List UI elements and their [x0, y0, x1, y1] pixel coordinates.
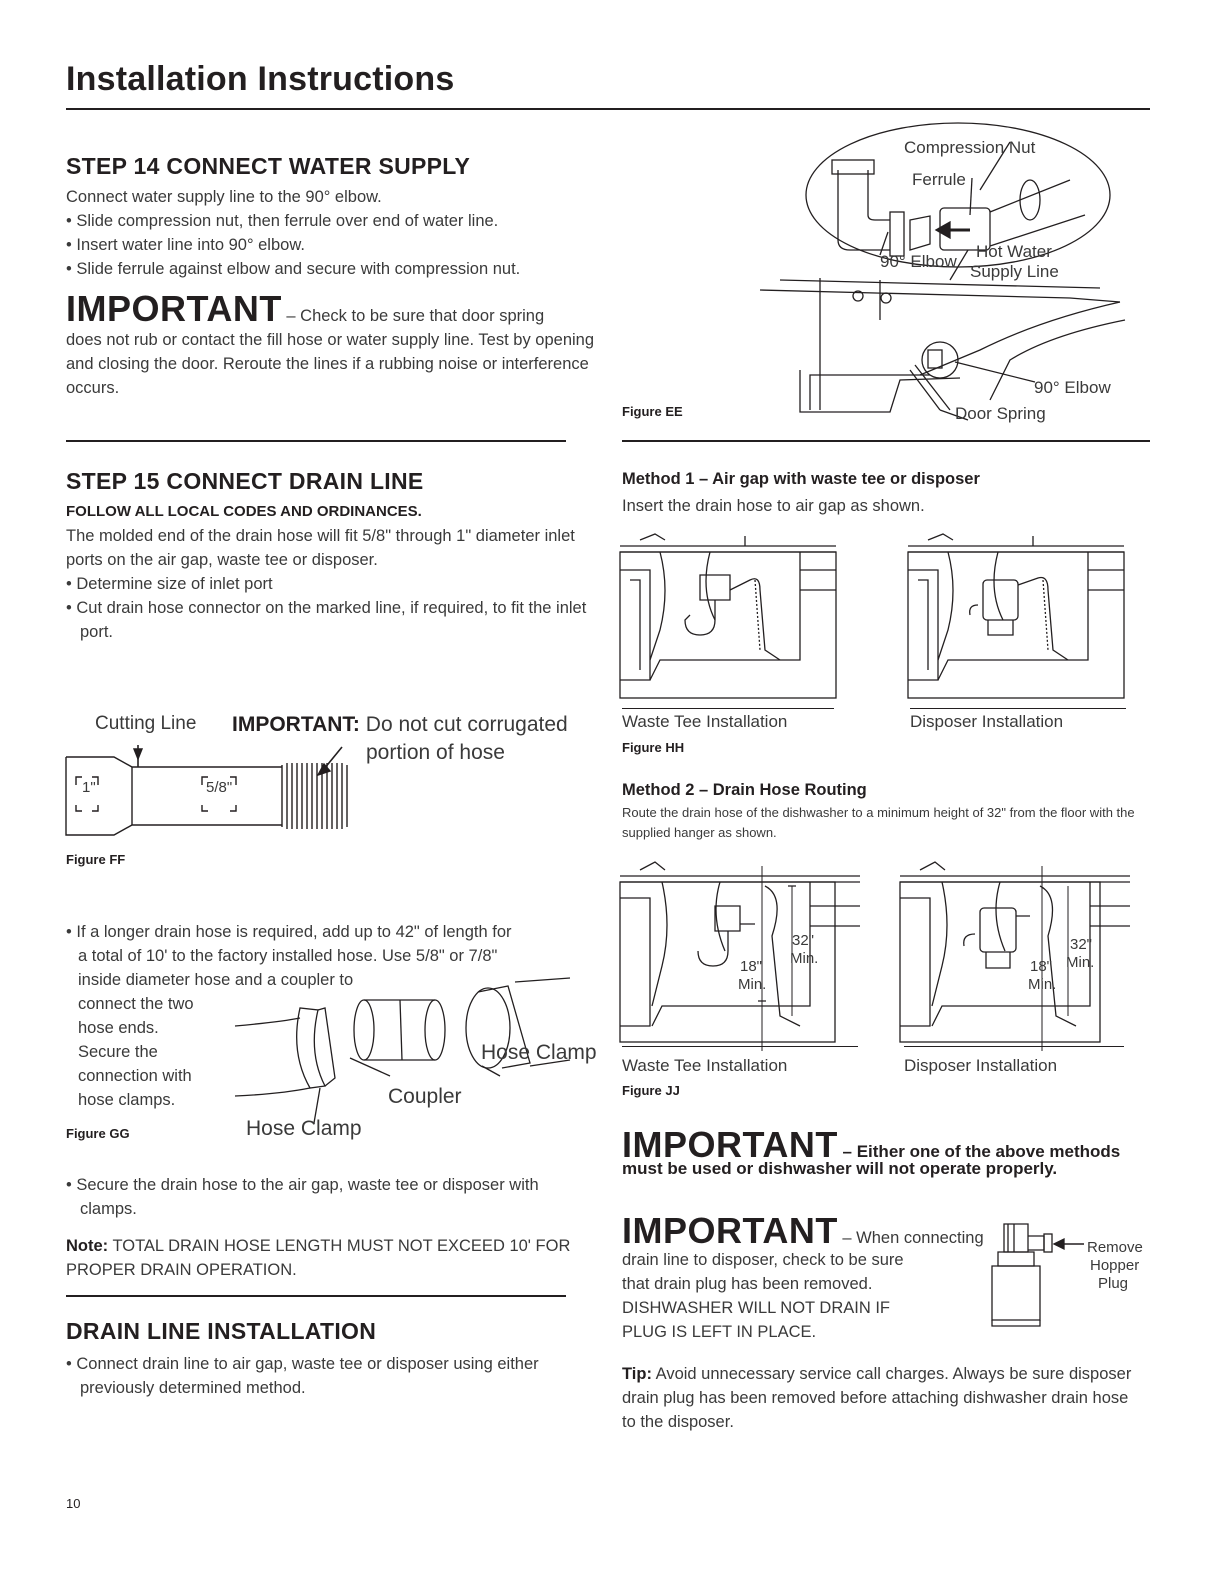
divider-left-1 — [66, 440, 566, 442]
gg-line: connection with — [78, 1067, 192, 1085]
figure-hh-caption: Figure HH — [622, 740, 685, 755]
important-methods-text: – Either one of the above methods — [837, 1142, 1121, 1161]
plug-line: drain line to disposer, check to be sure — [622, 1251, 904, 1269]
method1-heading: Method 1 – Air gap with waste tee or disposer — [622, 470, 980, 488]
important-plug-body — [622, 1248, 982, 1344]
jj-left-label: Waste Tee Installation — [622, 1056, 788, 1075]
jj-left-dim-18: 18" — [740, 958, 763, 975]
important-word: IMPORTANT — [66, 288, 282, 329]
important-methods-word: IMPORTANT — [622, 1124, 838, 1165]
tip-label: Tip: — [622, 1365, 652, 1383]
hopper-label: Hopper — [1090, 1257, 1140, 1274]
step14-important — [66, 288, 596, 400]
figure-ff-caption: Figure FF — [66, 852, 126, 867]
figure-jj-disposer — [900, 856, 1130, 1056]
hh-left-rule — [622, 708, 834, 709]
jj-right-dim-32: 32" — [1070, 936, 1093, 953]
figure-hh-disposer — [908, 530, 1128, 710]
jj-left-dim-32: 32" — [792, 932, 815, 949]
important-plug-lead: – When connecting — [837, 1229, 984, 1247]
gg-line: • If a longer drain hose is required, add up to 42" of length for — [66, 923, 512, 941]
gg-line: connect the two — [78, 995, 194, 1013]
step14-bullet: • Slide ferrule against elbow and secure with compression nut. — [66, 260, 521, 278]
ff-important — [232, 713, 568, 737]
drain-install-body — [66, 1352, 566, 1400]
jj-left-rule — [622, 1046, 858, 1047]
drain-install-heading: DRAIN LINE INSTALLATION — [66, 1318, 377, 1344]
step15-bullet: • Determine size of inlet port — [66, 575, 273, 593]
gg-line: inside diameter hose and a coupler to — [78, 971, 354, 989]
cutting-line-label: Cutting Line — [95, 713, 197, 734]
gg-line: hose clamps. — [78, 1091, 176, 1109]
figure-jj-caption: Figure JJ — [622, 1083, 680, 1098]
jj-right-dim-18: 18" — [1030, 958, 1053, 975]
step14-intro: Connect water supply line to the 90° elbow. — [66, 188, 382, 206]
step15-intro: The molded end of the drain hose will fit 5/8" through 1" diameter inlet ports on the air gap, waste tee or disposer. — [66, 527, 575, 569]
size-1-label: 1" — [82, 779, 96, 796]
page-number: 10 — [66, 1496, 81, 1511]
label-compression-nut: Compression Nut — [904, 138, 1036, 157]
step15-subheading: FOLLOW ALL LOCAL CODES AND ORDINANCES. — [66, 503, 422, 520]
note — [66, 1234, 596, 1282]
tip — [622, 1362, 1132, 1434]
jj-right-label: Disposer Installation — [904, 1056, 1058, 1075]
gg-line: Secure the — [78, 1043, 158, 1061]
jj-right-dim-32-min: Min. — [1066, 954, 1095, 971]
figure-gg-caption: Figure GG — [66, 1126, 130, 1141]
label-door-spring: Door Spring — [955, 404, 1046, 423]
step15-heading: STEP 15 CONNECT DRAIN LINE — [66, 468, 424, 494]
important-text: does not rub or contact the fill hose or water supply line. Test by opening and closing the door. Reroute the lines if a rubbing noise or interference occurs. — [66, 331, 595, 397]
remove-label: Remove — [1087, 1239, 1143, 1256]
jj-right-rule — [904, 1046, 1124, 1047]
figure-hh-waste-tee — [620, 530, 840, 710]
tip-text: Avoid unnecessary service call charges. Always be sure disposer drain plug has been removed before attaching dishwasher drain hose to the disposer. — [622, 1365, 1132, 1431]
note-label: Note: — [66, 1237, 109, 1255]
label-ferrule: Ferrule — [912, 170, 966, 189]
important-plug — [622, 1210, 984, 1252]
hose-clamp-bottom: Hose Clamp — [246, 1117, 362, 1140]
label-elbow-inset: 90° Elbow — [880, 252, 957, 271]
method1-text: Insert the drain hose to air gap as shown. — [622, 497, 925, 515]
important-methods-text2: must be used or dishwasher will not operate properly. — [622, 1159, 1058, 1178]
secure-bullet — [66, 1173, 586, 1221]
divider-left-2 — [66, 1295, 566, 1297]
step14-bullet: • Insert water line into 90° elbow. — [66, 236, 305, 254]
ff-important-text: Do not cut corrugated — [359, 713, 568, 736]
title-divider — [66, 108, 1150, 110]
figure-ee-caption: Figure EE — [622, 404, 683, 419]
label-supply-line: Supply Line — [970, 262, 1059, 281]
ff-important-text2: portion of hose — [366, 741, 505, 764]
jj-right-dim-18-min: Min. — [1028, 976, 1057, 993]
hh-right-rule — [910, 708, 1126, 709]
hh-right-label: Disposer Installation — [910, 712, 1064, 731]
important-plug-word: IMPORTANT — [622, 1210, 838, 1251]
secure-text: • Secure the drain hose to the air gap, waste tee or disposer with clamps. — [66, 1176, 539, 1218]
label-elbow: 90° Elbow — [1034, 378, 1111, 397]
note-text: TOTAL DRAIN HOSE LENGTH MUST NOT EXCEED 10' FOR PROPER DRAIN OPERATION. — [66, 1237, 571, 1279]
coupler-label: Coupler — [388, 1085, 462, 1108]
step15-body — [66, 524, 591, 644]
hopper-plug-diagram — [984, 1222, 1084, 1332]
gg-line: a total of 10' to the factory installed hose. Use 5/8" or 7/8" — [78, 947, 498, 965]
figure-jj-waste-tee — [620, 856, 860, 1056]
label-hot-water: Hot Water — [976, 242, 1052, 261]
hose-clamp-right: Hose Clamp — [481, 1041, 597, 1064]
plug-line: DISHWASHER WILL NOT DRAIN IF — [622, 1299, 890, 1317]
jj-left-dim-18-min: Min. — [738, 976, 767, 993]
plug-line: PLUG IS LEFT IN PLACE. — [622, 1323, 817, 1341]
step14-bullet: • Slide compression nut, then ferrule over end of water line. — [66, 212, 499, 230]
step14-body — [66, 185, 606, 281]
jj-left-dim-32-min: Min. — [790, 950, 819, 967]
plug-line: that drain plug has been removed. — [622, 1275, 873, 1293]
step14-heading: STEP 14 CONNECT WATER SUPPLY — [66, 153, 471, 179]
gg-line: hose ends. — [78, 1019, 159, 1037]
divider-right-1 — [622, 440, 1150, 442]
page-title: Installation Instructions — [66, 60, 455, 98]
hh-left-label: Waste Tee Installation — [622, 712, 788, 731]
important-lead: – Check to be sure that door spring — [281, 307, 545, 325]
size-58-label: 5/8" — [206, 779, 233, 796]
ff-important-label: IMPORTANT: — [232, 713, 360, 736]
plug-label: Plug — [1098, 1275, 1129, 1292]
method2-text: Route the drain hose of the dishwasher to a minimum height of 32" from the floor with the supplied hanger as shown. — [622, 805, 1135, 840]
drain-install-bullet: • Connect drain line to air gap, waste tee or disposer using either previously determined method. — [66, 1355, 539, 1397]
step15-bullet: • Cut drain hose connector on the marked line, if required, to fit the inlet port. — [66, 599, 587, 641]
method2-heading: Method 2 – Drain Hose Routing — [622, 781, 867, 799]
